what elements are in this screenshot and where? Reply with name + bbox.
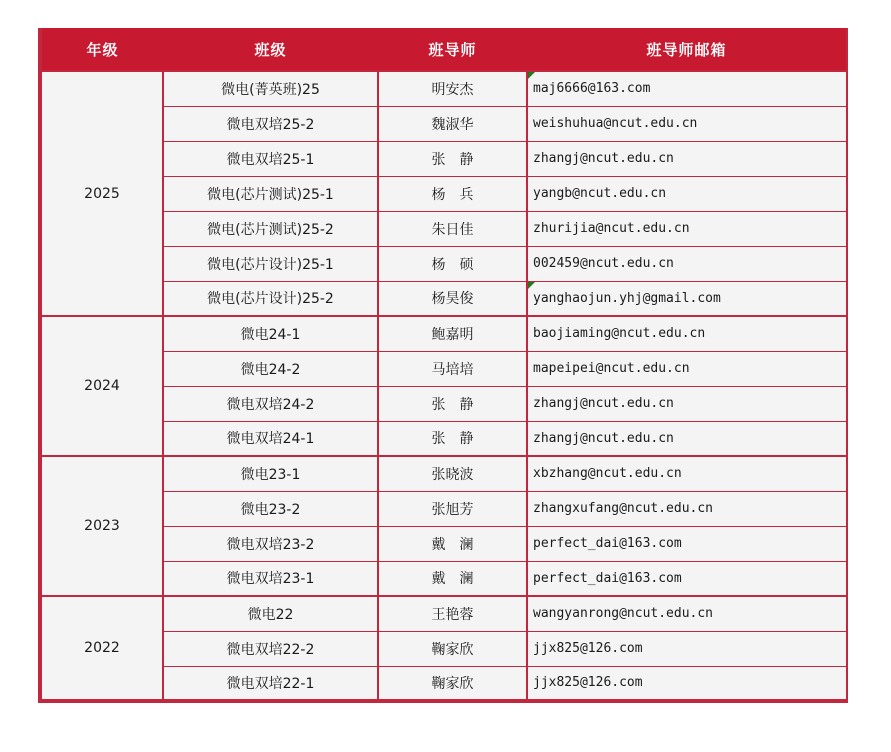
class-cell (163, 561, 378, 596)
teacher-cell (378, 71, 527, 106)
table-header (40, 28, 847, 71)
email-cell (527, 176, 847, 211)
email-cell (527, 71, 847, 106)
class-cell-text: 微电双培25-1 (226, 151, 315, 168)
header-advisor-email: 班导师邮箱 (527, 28, 847, 71)
teacher-cell (378, 596, 527, 631)
email-cell (527, 631, 847, 666)
email-cell (527, 351, 847, 386)
email-cell-text: jjx825@126.com (533, 675, 643, 691)
class-cell-text: 微电双培24-1 (226, 431, 315, 448)
teacher-cell-text: 鲍嘉明 (431, 326, 474, 343)
teacher-cell (378, 351, 527, 386)
teacher-cell-text: 张晓波 (431, 466, 474, 483)
year-cell: 2023 (40, 456, 163, 596)
email-cell-text: zhangxufang@ncut.edu.cn (533, 501, 714, 516)
class-cell (163, 596, 378, 631)
teacher-cell-text: 王艳蓉 (431, 606, 474, 623)
email-cell (527, 246, 847, 281)
teacher-cell-text: 张旭芳 (431, 501, 474, 518)
teacher-cell-text: 张 静 (431, 151, 474, 168)
class-cell-text: 微电23-1 (240, 466, 301, 483)
email-cell (527, 421, 847, 456)
teacher-cell-text: 戴 澜 (431, 571, 474, 588)
email-cell-text: 002459@ncut.edu.cn (533, 256, 674, 271)
email-cell (527, 561, 847, 596)
teacher-cell-text: 戴 澜 (431, 536, 474, 553)
class-cell (163, 666, 378, 701)
class-cell (163, 351, 378, 386)
header-grade: 年级 (40, 28, 163, 71)
class-cell (163, 211, 378, 246)
table-row (40, 71, 847, 106)
email-cell-text: mapeipei@ncut.edu.cn (533, 361, 690, 376)
teacher-cell-text: 鞠家欣 (431, 675, 474, 692)
email-cell-text: zhangj@ncut.edu.cn (533, 396, 674, 411)
class-cell (163, 316, 378, 351)
email-cell-text: wangyanrong@ncut.edu.cn (533, 606, 714, 622)
teacher-cell-text: 魏淑华 (431, 116, 474, 133)
class-cell-text: 微电双培24-2 (226, 396, 315, 413)
teacher-cell-text: 马培培 (431, 361, 474, 378)
email-cell-text: perfect_dai@163.com (533, 570, 682, 586)
teacher-cell-text: 杨 硕 (431, 256, 474, 273)
email-cell-text: zhurijia@ncut.edu.cn (533, 221, 690, 236)
email-cell-text: zhangj@ncut.edu.cn (533, 430, 674, 446)
email-cell-text: weishuhua@ncut.edu.cn (533, 116, 698, 131)
class-cell (163, 246, 378, 281)
email-cell (527, 211, 847, 246)
teacher-cell (378, 316, 527, 351)
header-row (40, 28, 847, 71)
class-cell (163, 71, 378, 106)
email-cell-text: yanghaojun.yhj@gmail.com (533, 290, 721, 306)
email-cell (527, 491, 847, 526)
class-cell-text: 微电双培23-2 (226, 536, 315, 553)
header-advisor: 班导师 (378, 28, 527, 71)
email-cell-text: baojiaming@ncut.edu.cn (533, 326, 706, 342)
class-cell (163, 106, 378, 141)
teacher-cell (378, 281, 527, 316)
cell-corner-marker-icon (528, 282, 535, 289)
teacher-cell (378, 211, 527, 246)
teacher-cell (378, 561, 527, 596)
class-cell-text: 微电(菁英班)25 (221, 81, 320, 98)
class-cell-text: 微电(芯片设计)25-1 (207, 256, 334, 273)
class-cell (163, 491, 378, 526)
table-row (40, 456, 847, 491)
teacher-cell-text: 张 静 (431, 396, 474, 413)
teacher-cell (378, 176, 527, 211)
class-cell (163, 281, 378, 316)
header-class: 班级 (163, 28, 378, 71)
email-cell-text: zhangj@ncut.edu.cn (533, 151, 674, 166)
teacher-cell-text: 张 静 (431, 431, 474, 448)
teacher-cell-text: 明安杰 (431, 81, 474, 98)
teacher-cell-text: 朱日佳 (431, 221, 474, 238)
class-cell-text: 微电双培25-2 (226, 116, 315, 133)
teacher-cell-text: 杨昊俊 (431, 291, 474, 308)
table-row (40, 316, 847, 351)
email-cell (527, 141, 847, 176)
class-cell-text: 微电23-2 (240, 501, 301, 518)
class-cell-text: 微电(芯片设计)25-2 (207, 291, 334, 308)
teacher-cell (378, 421, 527, 456)
email-cell (527, 526, 847, 561)
class-cell (163, 386, 378, 421)
class-cell-text: 微电24-2 (240, 361, 301, 378)
class-cell-text: 微电22 (247, 606, 294, 623)
class-cell-text: 微电(芯片测试)25-1 (207, 186, 334, 203)
cell-corner-marker-icon (528, 72, 535, 79)
email-cell-text: maj6666@163.com (533, 81, 651, 97)
advisor-table-body (40, 71, 847, 701)
email-cell (527, 106, 847, 141)
year-cell: 2024 (40, 316, 163, 456)
class-advisor-table (38, 28, 848, 703)
email-cell (527, 316, 847, 351)
email-cell-text: perfect_dai@163.com (533, 536, 682, 551)
year-cell: 2025 (40, 71, 163, 316)
email-cell-text: xbzhang@ncut.edu.cn (533, 466, 682, 482)
teacher-cell (378, 106, 527, 141)
teacher-cell (378, 456, 527, 491)
teacher-cell (378, 526, 527, 561)
class-cell-text: 微电双培22-2 (226, 641, 315, 658)
class-cell (163, 176, 378, 211)
email-cell (527, 386, 847, 421)
teacher-cell (378, 246, 527, 281)
class-cell (163, 421, 378, 456)
teacher-cell (378, 631, 527, 666)
class-cell (163, 631, 378, 666)
teacher-cell-text: 杨 兵 (431, 186, 474, 203)
class-cell-text: 微电双培22-1 (226, 675, 315, 692)
email-cell (527, 281, 847, 316)
teacher-cell (378, 666, 527, 701)
teacher-cell (378, 141, 527, 176)
year-cell: 2022 (40, 596, 163, 701)
email-cell-text: yangb@ncut.edu.cn (533, 186, 667, 201)
class-cell-text: 微电24-1 (240, 326, 301, 343)
teacher-cell (378, 386, 527, 421)
class-cell (163, 141, 378, 176)
class-cell (163, 456, 378, 491)
email-cell (527, 596, 847, 631)
class-cell-text: 微电双培23-1 (226, 571, 315, 588)
teacher-cell (378, 491, 527, 526)
class-cell (163, 526, 378, 561)
class-cell-text: 微电(芯片测试)25-2 (207, 221, 334, 238)
teacher-cell-text: 鞠家欣 (431, 641, 474, 658)
email-cell-text: jjx825@126.com (533, 641, 643, 656)
email-cell (527, 666, 847, 701)
table-row (40, 596, 847, 631)
email-cell (527, 456, 847, 491)
